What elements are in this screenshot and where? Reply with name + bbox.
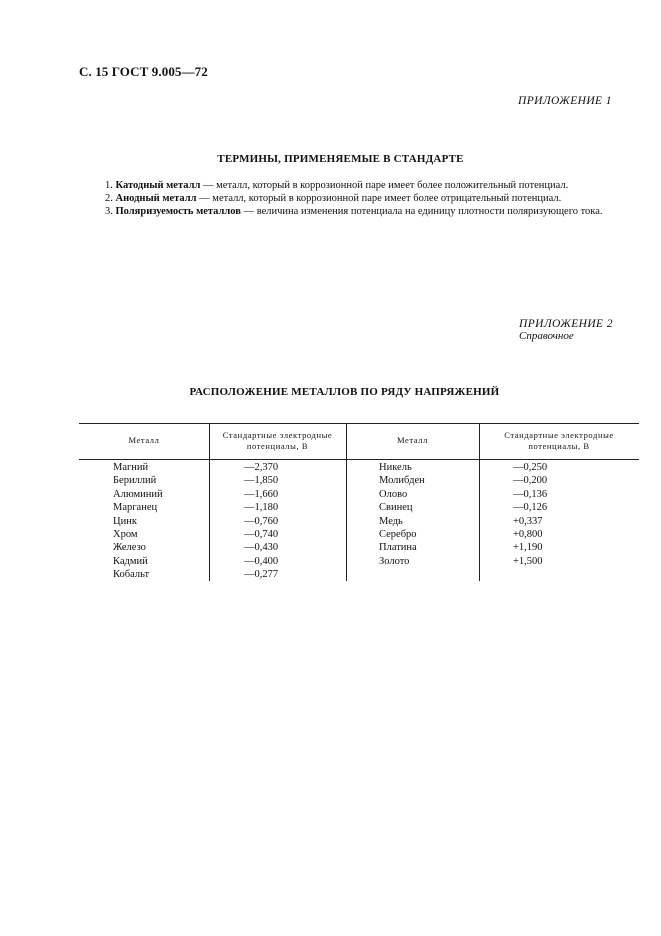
header-metal-right: Металл (397, 435, 428, 445)
potential-value: —0,200 (513, 475, 548, 487)
metal-name: Алюминий (113, 488, 163, 500)
metal-name: Свинец (379, 502, 413, 514)
term-definition: — величина изменения потенциала на единицу плотности поляризующего тока. (240, 206, 603, 217)
header-potential-left (209, 430, 346, 452)
table-header-rule (79, 459, 639, 460)
term-definition: — металл, который в коррозионной паре имеет более отрицательный потенциал. (196, 193, 562, 204)
header-potential-line1: Стандартные электродные (222, 430, 333, 440)
potential-value: —0,126 (513, 502, 548, 514)
metal-name: Молибден (379, 475, 425, 487)
metal-name: Серебро (379, 528, 417, 540)
metal-name: Бериллий (113, 475, 157, 487)
header-potential-line1: Стандартные электродные (504, 430, 614, 440)
table-top-rule (79, 423, 639, 424)
potential-value: —0,136 (513, 488, 548, 500)
potential-value: +0,800 (513, 528, 543, 540)
potential-value: —2,370 (244, 462, 279, 473)
metal-name: Хром (113, 528, 138, 540)
metal-name: Магний (113, 462, 149, 473)
metal-name: Платина (379, 542, 417, 554)
metals-table (79, 423, 639, 583)
term-number: 2. (105, 193, 113, 204)
term-definition: — металл, который в коррозионной паре имеет более положительный потенциал. (200, 180, 569, 191)
appendix-2-note: Справочное (519, 330, 574, 342)
appendix-2-label: ПРИЛОЖЕНИЕ 2 (519, 318, 613, 330)
potential-value: +1,500 (513, 555, 543, 567)
page-header: С. 15 ГОСТ 9.005—72 (79, 64, 208, 79)
metal-name: Кадмий (113, 555, 148, 567)
potential-value: —0,400 (244, 555, 279, 567)
metals-section-title: РАСПОЛОЖЕНИЕ МЕТАЛЛОВ ПО РЯДУ НАПРЯЖЕНИЙ (189, 386, 500, 398)
potential-value: +1,190 (513, 542, 543, 554)
right-potential-column (513, 461, 633, 568)
table-column-divider (346, 423, 347, 581)
potential-value: —1,660 (244, 488, 279, 500)
potential-value: —1,180 (244, 502, 279, 514)
term-name: Анодный металл (115, 193, 197, 204)
potential-value: —0,740 (244, 528, 279, 540)
potential-value: —1,850 (244, 475, 279, 487)
term-item (105, 205, 645, 218)
metal-name: Медь (379, 515, 403, 527)
term-name: Катодный металл (115, 180, 201, 191)
potential-value: —0,277 (244, 569, 279, 581)
metal-name: Кобальт (113, 569, 150, 581)
left-potential-column (244, 461, 344, 582)
potential-value: —0,430 (244, 542, 279, 554)
metal-name: Золото (379, 555, 410, 567)
metal-name: Цинк (113, 515, 137, 527)
term-item (105, 192, 645, 205)
metal-name: Никель (379, 462, 412, 473)
header-potential-line2: потенциалы, В (246, 441, 309, 451)
header-potential-line2: потенциалы, В (528, 441, 590, 451)
term-item (105, 179, 645, 192)
header-metal-left: Металл (128, 435, 160, 445)
potential-value: —0,760 (244, 515, 279, 527)
appendix-1-label: ПРИЛОЖЕНИЕ 1 (518, 95, 612, 107)
header-potential-right (479, 430, 639, 452)
terms-list (105, 179, 645, 218)
left-metal-column (113, 461, 209, 582)
right-metal-column (379, 461, 479, 568)
metal-name: Железо (113, 542, 146, 554)
term-number: 1. (105, 180, 113, 191)
metal-name: Олово (379, 488, 408, 500)
metal-name: Марганец (113, 502, 158, 514)
potential-value: —0,250 (513, 462, 548, 473)
potential-value: +0,337 (513, 515, 543, 527)
term-name: Поляризуемость металлов (115, 206, 241, 217)
term-number: 3. (105, 206, 113, 217)
terms-section-title: ТЕРМИНЫ, ПРИМЕНЯЕМЫЕ В СТАНДАРТЕ (217, 153, 464, 165)
